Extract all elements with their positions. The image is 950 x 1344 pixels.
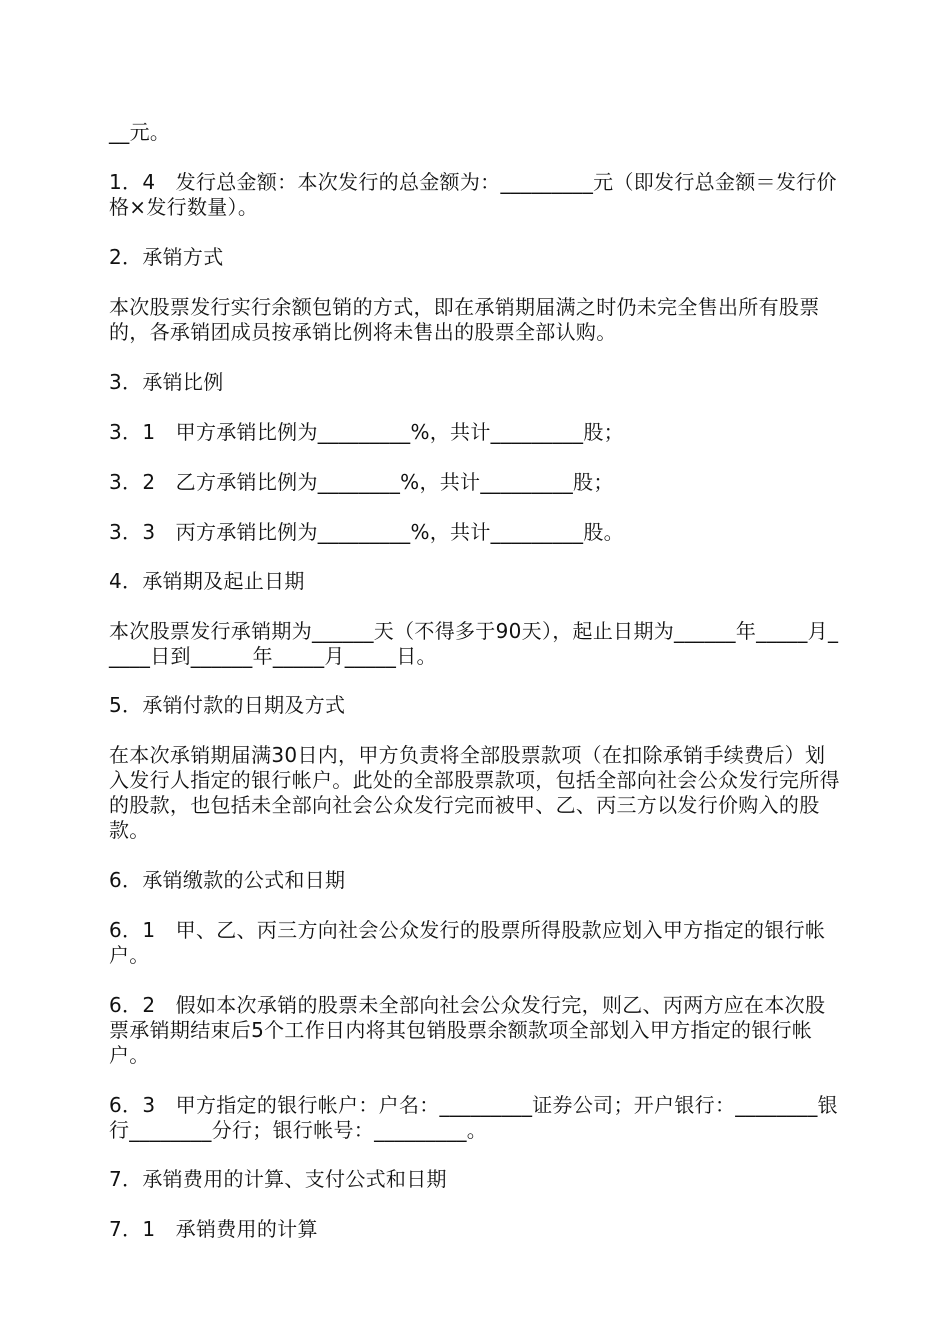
- heading-5-payment-date-method: 5．承销付款的日期及方式: [109, 693, 346, 717]
- clause-7-1-fee-calculation: 7．1 承销费用的计算: [109, 1217, 318, 1241]
- heading-2-underwriting-method: 2．承销方式: [109, 245, 224, 269]
- clause-6-1-proceeds-account: 6．1 甲、乙、丙三方向社会公众发行的股票所得股款应划入甲方指定的银行帐户。: [109, 918, 826, 967]
- clause-6-2-unsold-balance: 6．2 假如本次承销的股票未全部向社会公众发行完，则乙、丙两方应在本次股票承销期结束后5个工作日内将其包销股票余额款项全部划入甲方指定的银行帐户。: [109, 993, 826, 1067]
- clause-6-3-bank-account: 6．3 甲方指定的银行帐户：户名：_________证券公司；开户银行：________银行________分行；银行帐号：_________。: [109, 1093, 838, 1142]
- paragraph-underwriting-method: 本次股票发行实行余额包销的方式，即在承销期届满之时仍未完全售出所有股票的，各承销团成员按承销比例将未售出的股票全部认购。: [109, 295, 820, 344]
- clause-3-3-party-c-ratio: 3．3 丙方承销比例为_________%，共计_________股。: [109, 520, 624, 544]
- heading-6-payment-formula-date: 6．承销缴款的公式和日期: [109, 868, 346, 892]
- clause-3-2-party-b-ratio: 3．2 乙方承销比例为________%，共计_________股；: [109, 470, 614, 494]
- paragraph-payment-date-method: 在本次承销期届满30日内，甲方负责将全部股票款项（在扣除承销手续费后）划入发行人指定的银行帐户。此处的全部股票款项，包括全部向社会公众发行完所得的股款，也包括未全部向社会公众发行完而被甲、乙、丙三方以发行价购入的股款。: [109, 743, 840, 842]
- clause-3-1-party-a-ratio: 3．1 甲方承销比例为_________%，共计_________股；: [109, 420, 624, 444]
- paragraph-fragment-amount: __元。: [109, 120, 171, 144]
- clause-1-4-total-amount: 1．4 发行总金额：本次发行的总金额为：_________元（即发行总金额＝发行价格×发行数量）。: [109, 170, 837, 219]
- paragraph-underwriting-period: 本次股票发行承销期为______天（不得多于90天），起止日期为______年_____月_____日到______年_____月_____日。: [109, 619, 839, 668]
- heading-4-underwriting-period: 4．承销期及起止日期: [109, 569, 305, 593]
- heading-3-underwriting-ratio: 3．承销比例: [109, 370, 224, 394]
- heading-7-underwriting-fees: 7．承销费用的计算、支付公式和日期: [109, 1167, 447, 1191]
